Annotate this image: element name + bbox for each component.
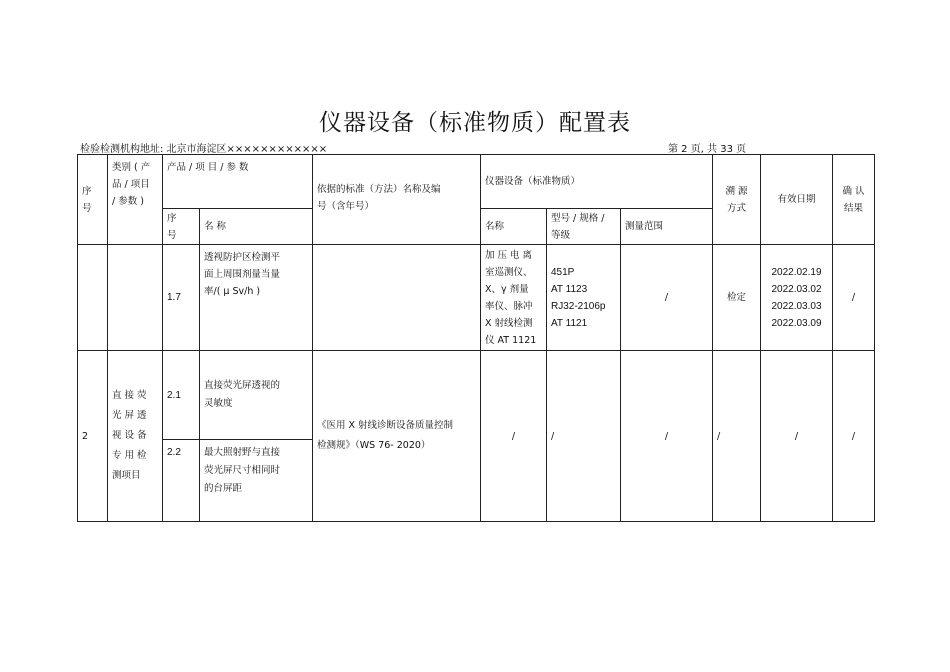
header-equipment-group: 仪器设备（标准物质） xyxy=(481,155,713,209)
header-product-group: 产品 / 项 目 / 参 数 xyxy=(163,155,313,209)
row17-traceability: 检定 xyxy=(713,245,761,351)
page-number: 第 2 页, 共 33 页 xyxy=(668,144,747,155)
row17-sub-seq: 1.7 xyxy=(163,245,200,351)
page-title: 仪器设备（标准物质）配置表 xyxy=(319,110,631,136)
row17-category xyxy=(108,245,163,351)
row2-valid-date: / xyxy=(761,351,833,522)
row17-confirm: / xyxy=(833,245,875,351)
equipment-config-table xyxy=(77,154,875,522)
row2-traceability: / xyxy=(713,351,761,522)
header-confirm: 确 认 结果 xyxy=(833,155,875,245)
header-sub-seq: 序 号 xyxy=(163,209,200,245)
row17-eq-name: 加 压 电 离 室巡测仪、 X、γ 剂量 率仪、脉冲 X 射线检测 仪 AT 1121 xyxy=(481,245,547,351)
row17-eq-model: 451P AT 1123 RJ32-2106p AT 1121 xyxy=(547,245,621,351)
row17-valid-date: 2022.02.19 2022.03.02 2022.03.03 2022.03.09 xyxy=(761,245,833,351)
header-name: 名 称 xyxy=(200,209,313,245)
row22-name: 最大照射野与直接 荧光屏尺寸相同时 的台屏距 xyxy=(200,440,313,522)
header-seq: 序 号 xyxy=(78,155,108,245)
row2-category: 直 接 荧 光 屏 透 视 设 备 专 用 检 测项目 xyxy=(108,351,163,522)
row2-eq-model: / xyxy=(547,351,621,522)
header-category: 类别 ( 产 品 / 项目 / 参数 ) xyxy=(108,155,163,245)
header-traceability: 溯 源 方式 xyxy=(713,155,761,245)
row17-name: 透视防护区检测平 面上周围剂量当量 率/( μ Sv/h ) xyxy=(200,245,313,351)
row17-seq xyxy=(78,245,108,351)
row21-name: 直接荧光屏透视的 灵敏度 xyxy=(200,351,313,440)
row21-sub-seq: 2.1 xyxy=(163,351,200,440)
row17-measure-range: / xyxy=(621,245,713,351)
header-measure-range: 测量范围 xyxy=(621,209,713,245)
row2-standard: 《医用 X 射线诊断设备质量控制 检测规》（WS 76- 2020） xyxy=(313,351,481,522)
row17-standard xyxy=(313,245,481,351)
header-standard: 依据的标准（方法）名称及编 号（含年号） xyxy=(313,155,481,245)
header-valid-date: 有效日期 xyxy=(761,155,833,245)
row2-measure-range: / xyxy=(621,351,713,522)
row2-eq-name: / xyxy=(481,351,547,522)
header-eq-model: 型号 / 规格 / 等级 xyxy=(547,209,621,245)
header-eq-name: 名称 xyxy=(481,209,547,245)
row2-confirm: / xyxy=(833,351,875,522)
row2-seq: 2 xyxy=(78,351,108,522)
row22-sub-seq: 2.2 xyxy=(163,440,200,522)
lab-address: 检验检测机构地址: 北京市海淀区×××××××××××× xyxy=(80,144,328,155)
